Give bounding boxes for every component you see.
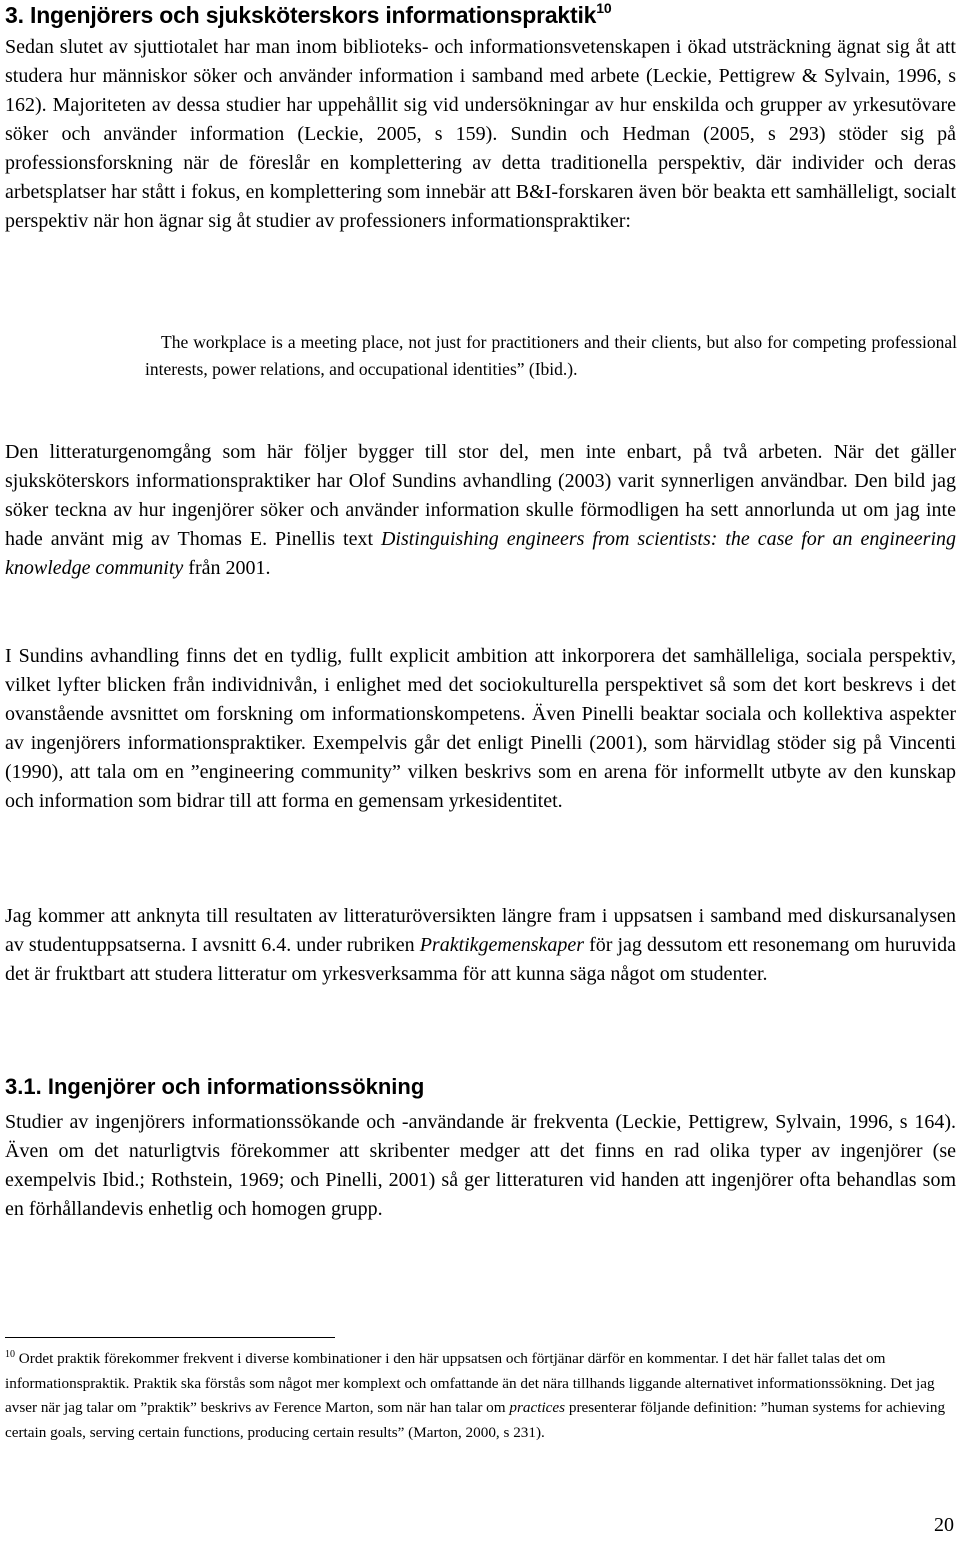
paragraph-engineers: Studier av ingenjörers informationssökande och -användande är frekventa (Leckie, Pettigrew, Sylvain, 1996, s 164). Även om det naturligtvis förekommer att skribenter medger att det finns en rad olika typer av ingenjörer (se exempelvis Ibid.; Rothstein, 1969; och Pinelli, 2001) så ger litteraturen vid handen att ingenjörer ofta behandlas som en förhållandevis enhetlig och homogen grupp.: [5, 1111, 956, 1220]
page-number: 20: [934, 1514, 954, 1536]
paragraph-connection-end: för jag dessutom ett resonemang om huruvida det är fruktbart att studera litteratur om yrkesverksamma för att kunna säga något om studenter.: [5, 934, 956, 985]
paragraph-connection-text: Jag kommer att anknyta till resultaten av litteraturöversikten längre fram i uppsatsen i samband med diskursanalysen av studentuppsatserna. I avsnitt 6.4. under rubriken: [5, 905, 956, 956]
section-title: Ingenjörers och sjuksköterskors informationspraktik: [30, 2, 597, 28]
paragraph-intro: Sedan slutet av sjuttiotalet har man inom biblioteks- och informationsvetenskapen i ökad utsträckning ägnat sig åt att studera hur människor söker och använder information i samband med arbete (Leckie, Pettigrew & Sylvain, 1996, s 162). Majoriteten av dessa studier har uppehållit sig vid undersökningar av hur enskilda och grupper av yrkesutövare söker och använder information (Leckie, 2005, s 159). Sundin och Hedman (2005, s 293) stöder sig på professionsforskning när de föreslår en komplettering av detta traditionella perspektiv, där individer och deras arbetsplatser har stått i fokus, en komplettering som innebär att B&I-forskaren även bör beakta ett samhälleligt, socialt perspektiv när hon ägnar sig åt studier av professioners informationspraktiker:: [5, 36, 956, 232]
paragraph-connection: [5, 902, 956, 989]
book-title-pinelli: Distinguishing engineers from scientists: the case for an engineering knowledge community: [5, 528, 957, 579]
paragraph-sources-end: från 2001.: [188, 557, 271, 579]
footnote-number: 10: [5, 1349, 15, 1360]
heading-reference-italic: Praktikgemenskaper: [419, 934, 585, 956]
footnote-reference[interactable]: 10: [596, 0, 612, 16]
section-heading: [5, 2, 611, 29]
subsection-number: 3.1.: [5, 1074, 42, 1099]
footnote-italic-term: practices: [509, 1399, 566, 1416]
footnote-text-end: presenterar följande definition: ”human systems for achieving certain goals, serving certain functions, producing certain results” (Marton, 2000, s 231).: [5, 1399, 946, 1441]
paragraph-sources-text: Den litteraturgenomgång som här följer bygger till stor del, men inte enbart, på två arbeten. När det gäller sjuksköterskors informationspraktiker har Olof Sundins avhandling (2003) varit synnerligen användbar. Den bild jag söker teckna av hur ingenjörer söker och använder information skulle förmodligen ha sett annorlunda ut om jag inte hade använt mig av Thomas E. Pinellis text: [5, 441, 956, 550]
subsection-title: Ingenjörer och informationssökning: [47, 1074, 425, 1099]
subsection-heading: [5, 1074, 424, 1100]
footnote: [5, 1347, 955, 1445]
paragraph-sources: [5, 438, 956, 583]
footnote-text: Ordet praktik förekommer frekvent i diverse kombinationer i den här uppsatsen och förtjänar därför en kommentar. I det här fallet talas det om informationspraktik. Praktik ska förstås som något mer komplext och omfattande än det nära tillhands liggande alternativet informationssökning. Det jag avser när jag talar om ”praktik” beskrivs av Ference Marton, som när han talar om: [5, 1350, 935, 1416]
block-quote: The workplace is a meeting place, not just for practitioners and their clients, but also for competing professional interests, power relations, and occupational identities” (Ibid.).: [145, 332, 957, 379]
section-number: 3.: [5, 2, 24, 28]
footnote-divider: [5, 1337, 335, 1338]
paragraph-sundins: I Sundins avhandling finns det en tydlig, fullt explicit ambition att inkorporera det samhälleliga, sociala perspektiv, vilket lyfter blicken från individnivån, i enlighet med det sociokulturella perspektivet så som det kort beskrevs i det ovanstående avsnittet om forskning om informationskompetens. Även Pinelli beaktar sociala och kollektiva aspekter av ingenjörers informationspraktiker. Exempelvis går det enligt Pinelli (2001), som härvidlag stöder sig på Vincenti (1990), att tala om en ”engineering community” vilken beskrivs som en arena för informellt utbyte av den kunskap och information som bidrar till att forma en gemensam yrkesidentitet.: [5, 645, 956, 812]
